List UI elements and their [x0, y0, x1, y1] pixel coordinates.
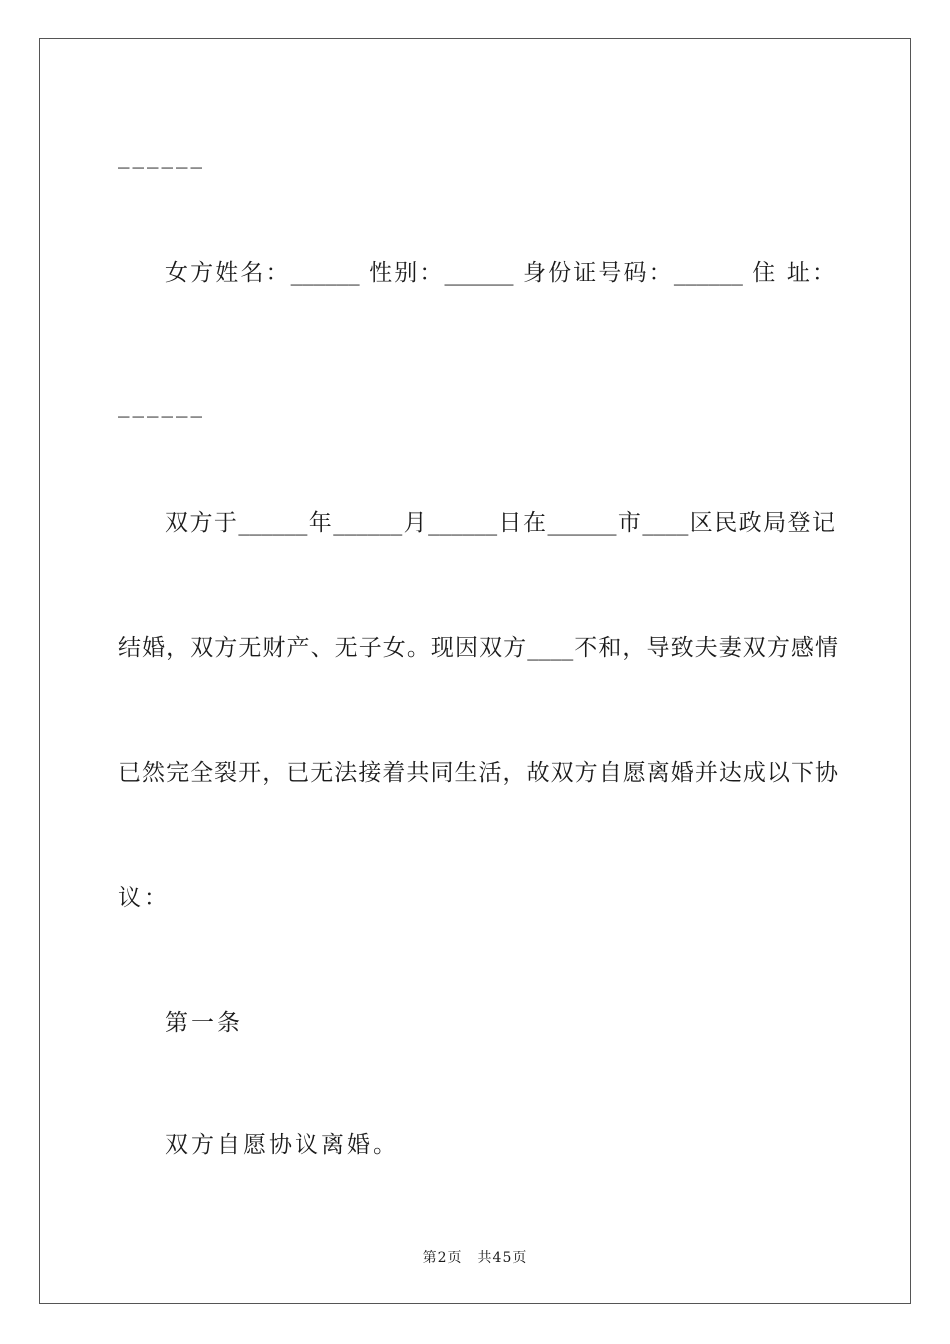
- page-border: [39, 38, 911, 1304]
- marriage-registration-line: 双方于______年______月______日在______市____区民政局登记: [165, 510, 835, 536]
- blank-line-female-address: ______: [118, 392, 205, 418]
- blank-line-address-continuation: ______: [118, 143, 205, 169]
- female-party-info-line: 女方姓名：______ 性别：______ 身份证号码：______ 住 址：: [165, 260, 835, 286]
- article-one-text: 双方自愿协议离婚。: [165, 1132, 399, 1158]
- page-number-footer: 第2页 共45页: [422, 1250, 528, 1266]
- divorce-reason-line: 已然完全裂开，已无法接着共同生活，故双方自愿离婚并达成以下协: [118, 760, 838, 786]
- article-one-heading: 第一条: [165, 1010, 243, 1036]
- agreement-intro-line: 议：: [118, 885, 170, 911]
- marriage-status-line: 结婚，双方无财产、无子女。现因双方____不和，导致夫妻双方感情: [118, 635, 838, 661]
